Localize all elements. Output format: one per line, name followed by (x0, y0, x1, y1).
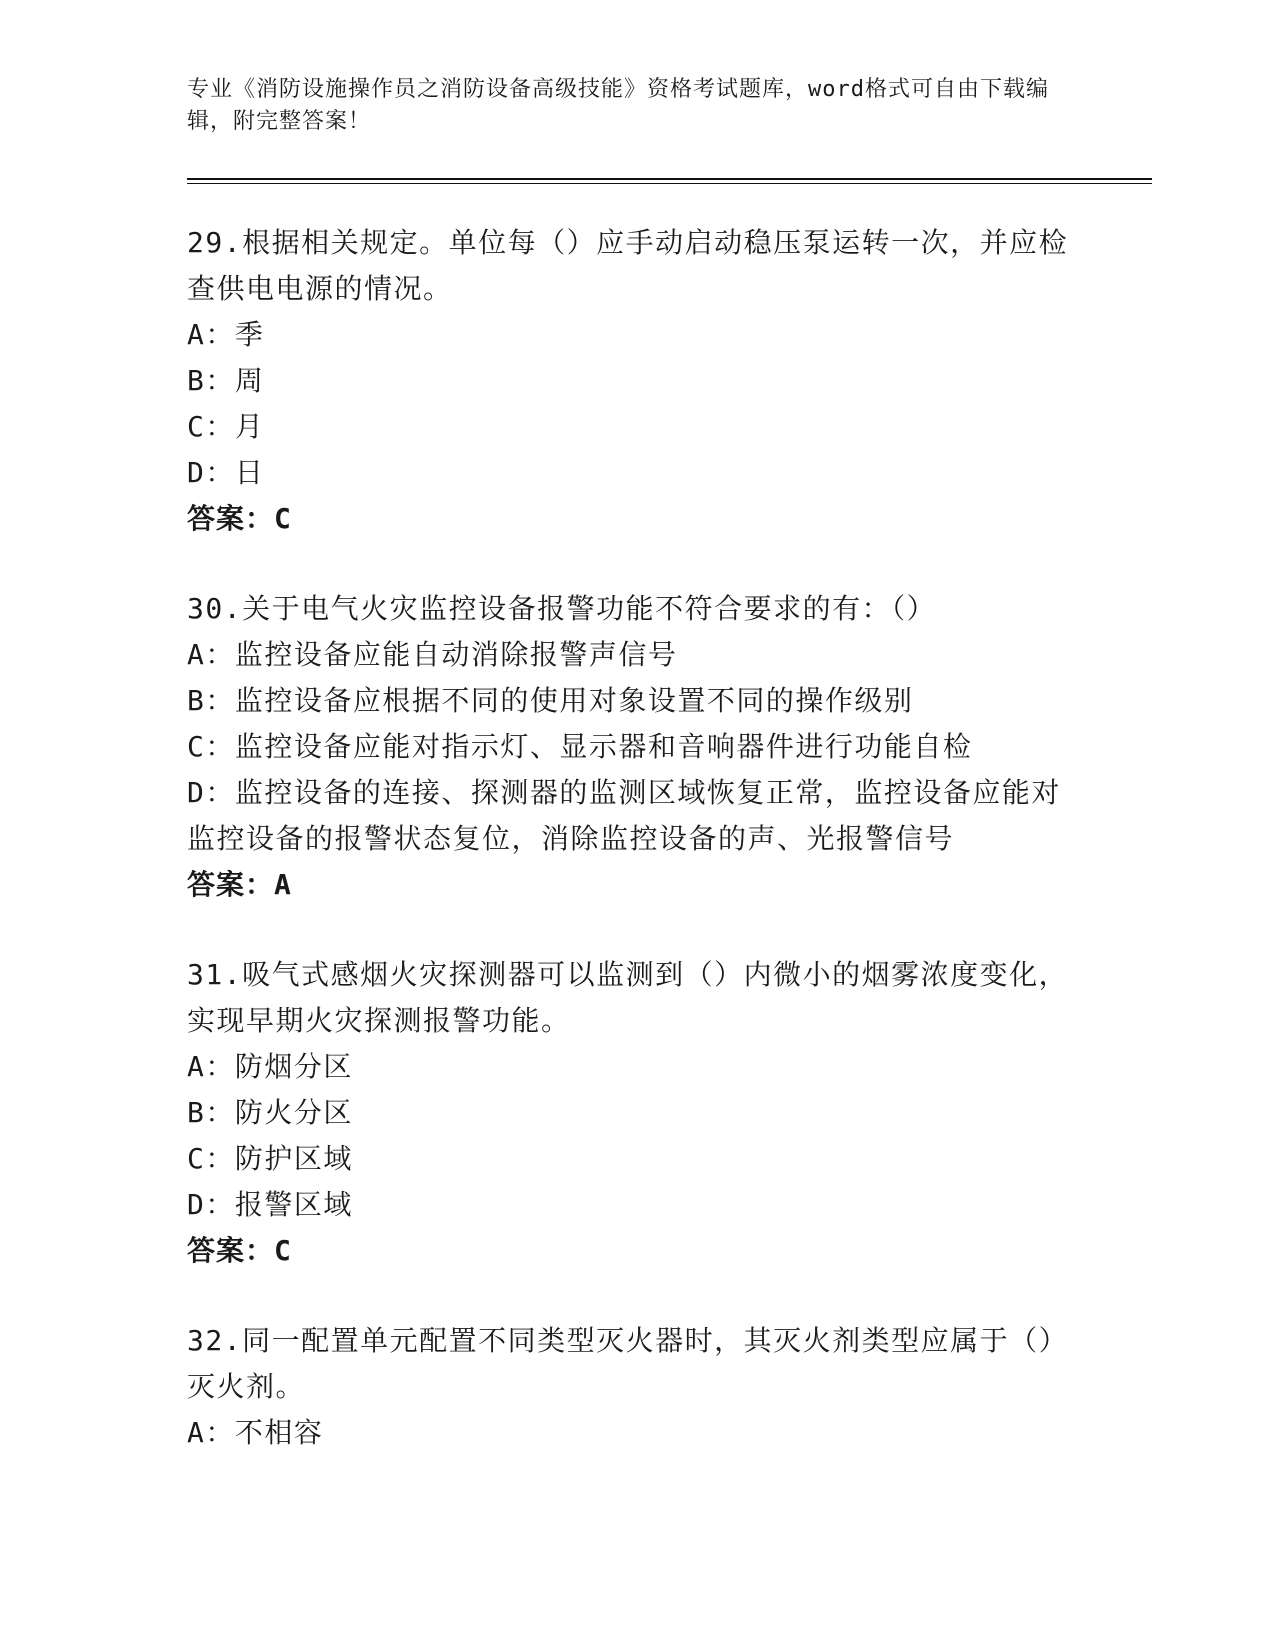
answer-line: 答案：C (187, 1234, 292, 1267)
question-29 (187, 220, 1152, 542)
question-stem: 29.根据相关规定。单位每（）应手动启动稳压泵运转一次，并应检查供电电源的情况。 (187, 226, 1069, 305)
option-a: A：季 (187, 318, 265, 351)
option-b: B：监控设备应根据不同的使用对象设置不同的操作级别 (187, 684, 914, 717)
option-b: B：防火分区 (187, 1096, 353, 1129)
option-a: A：监控设备应能自动消除报警声信号 (187, 638, 678, 671)
document-header: 专业《消防设施操作员之消防设备高级技能》资格考试题库，word格式可自由下载编辑，附完整答案！ (187, 77, 1049, 134)
header-divider (187, 178, 1152, 184)
question-stem: 31.吸气式感烟火灾探测器可以监测到（）内微小的烟雾浓度变化，实现早期火灾探测报警功能。 (187, 958, 1069, 1037)
option-d: D：报警区域 (187, 1188, 353, 1221)
question-31 (187, 952, 1152, 1274)
option-b: B：周 (187, 364, 265, 397)
option-d: D：监控设备的连接、探测器的监测区域恢复正常，监控设备应能对监控设备的报警状态复位，消除监控设备的声、光报警信号 (187, 776, 1061, 855)
document-page (187, 74, 1152, 1500)
option-d: D：日 (187, 456, 265, 489)
option-a: A：防烟分区 (187, 1050, 353, 1083)
question-stem: 32.同一配置单元配置不同类型灭火器时，其灭火剂类型应属于（）灭火剂。 (187, 1324, 1069, 1403)
answer-line: 答案：A (187, 868, 292, 901)
question-stem: 30.关于电气火灾监控设备报警功能不符合要求的有：（） (187, 592, 937, 625)
answer-line: 答案：C (187, 502, 292, 535)
option-a: A：不相容 (187, 1416, 324, 1449)
option-c: C：防护区域 (187, 1142, 353, 1175)
question-list (187, 220, 1152, 1456)
question-32 (187, 1318, 1152, 1456)
option-c: C：监控设备应能对指示灯、显示器和音响器件进行功能自检 (187, 730, 973, 763)
question-30 (187, 586, 1152, 908)
option-c: C：月 (187, 410, 265, 443)
